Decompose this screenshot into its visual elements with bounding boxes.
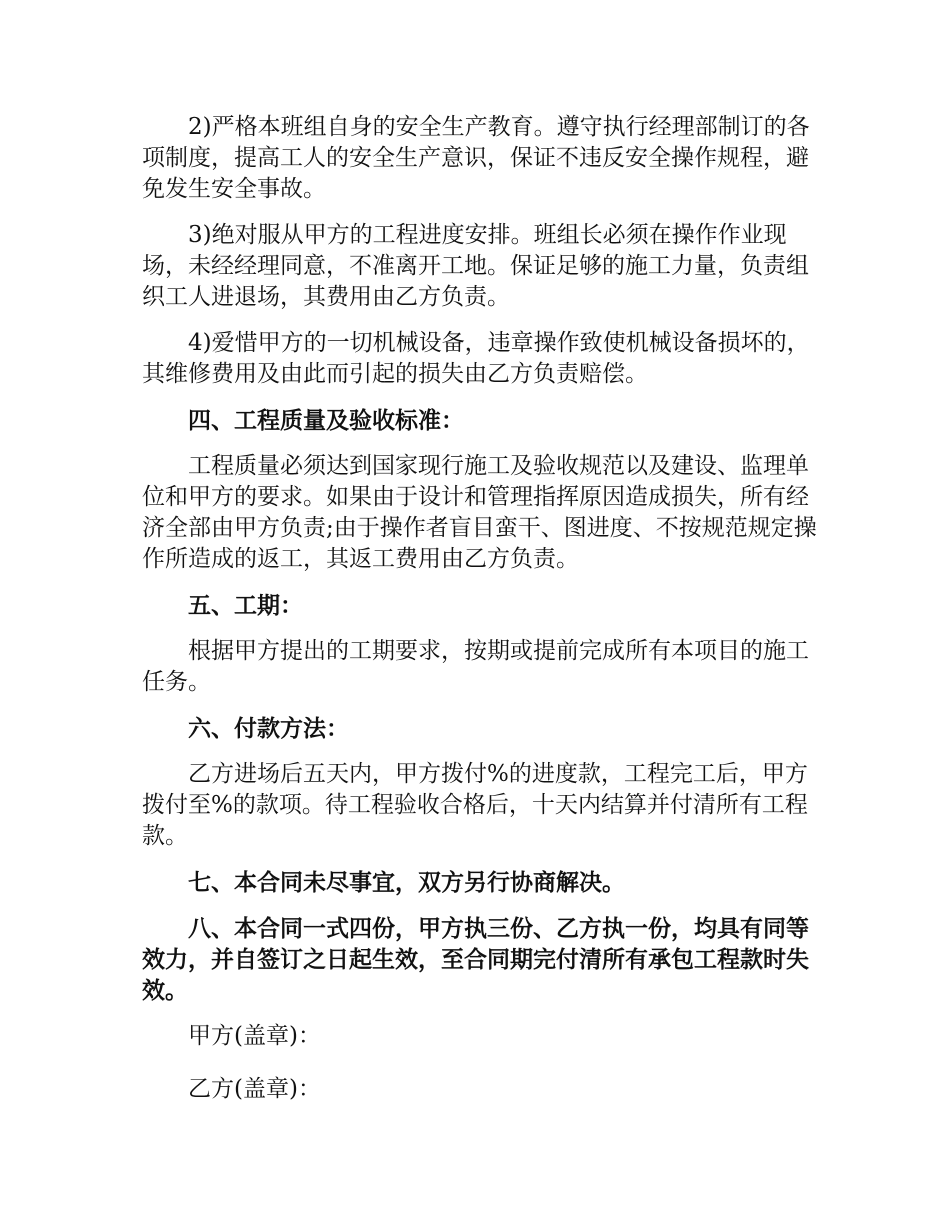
clause-4-paragraph: 4)爱惜甲方的一切机械设备，违章操作致使机械设备损坏的，其维修费用及由此而引起的损失由乙方负责赔偿。 [142, 330, 810, 387]
party-a-signature: 甲方(盖章)： [188, 1023, 321, 1049]
section-5-heading: 五、工期： [188, 592, 303, 619]
clause-3-paragraph: 3)绝对服从甲方的工程进度安排。班组长必须在操作作业现场，未经经理同意，不准离开工地。保证足够的施工力量，负责组织工人进退场，其费用由乙方负责。 [142, 222, 809, 310]
section-8-text: 八、本合同一式四份，甲方执三份、乙方执一份，均具有同等效力，并自签订之日起生效，至合同期完付清所有承包工程款时失效。 [142, 915, 809, 1004]
clause-2-paragraph: 2)严格本班组自身的安全生产教育。遵守执行经理部制订的各项制度，提高工人的安全生产意识，保证不违反安全操作规程，避免发生安全事故。 [142, 114, 810, 202]
document-page [142, 112, 822, 1127]
section-4-heading: 四、工程质量及验收标准： [188, 407, 464, 434]
section-7-text: 七、本合同未尽事宜，双方另行协商解决。 [188, 869, 625, 896]
section-5-body: 根据甲方提出的工期要求，按期或提前完成所有本项目的施工任务。 [142, 638, 809, 695]
section-4-body: 工程质量必须达到国家现行施工及验收规范以及建设、监理单位和甲方的要求。如果由于设计和管理指挥原因造成损失，所有经济全部由甲方负责;由于操作者盲目蛮干、图进度、不按规范规定操作所造成的返工，其返工费用由乙方负责。 [142, 453, 817, 572]
party-b-signature: 乙方(盖章)： [188, 1076, 321, 1102]
section-6-heading: 六、付款方法： [188, 715, 349, 742]
section-6-body: 乙方进场后五天内，甲方拨付%的进度款，工程完工后，甲方拨付至%的款项。待工程验收合格后，十天内结算并付清所有工程款。 [142, 761, 808, 849]
